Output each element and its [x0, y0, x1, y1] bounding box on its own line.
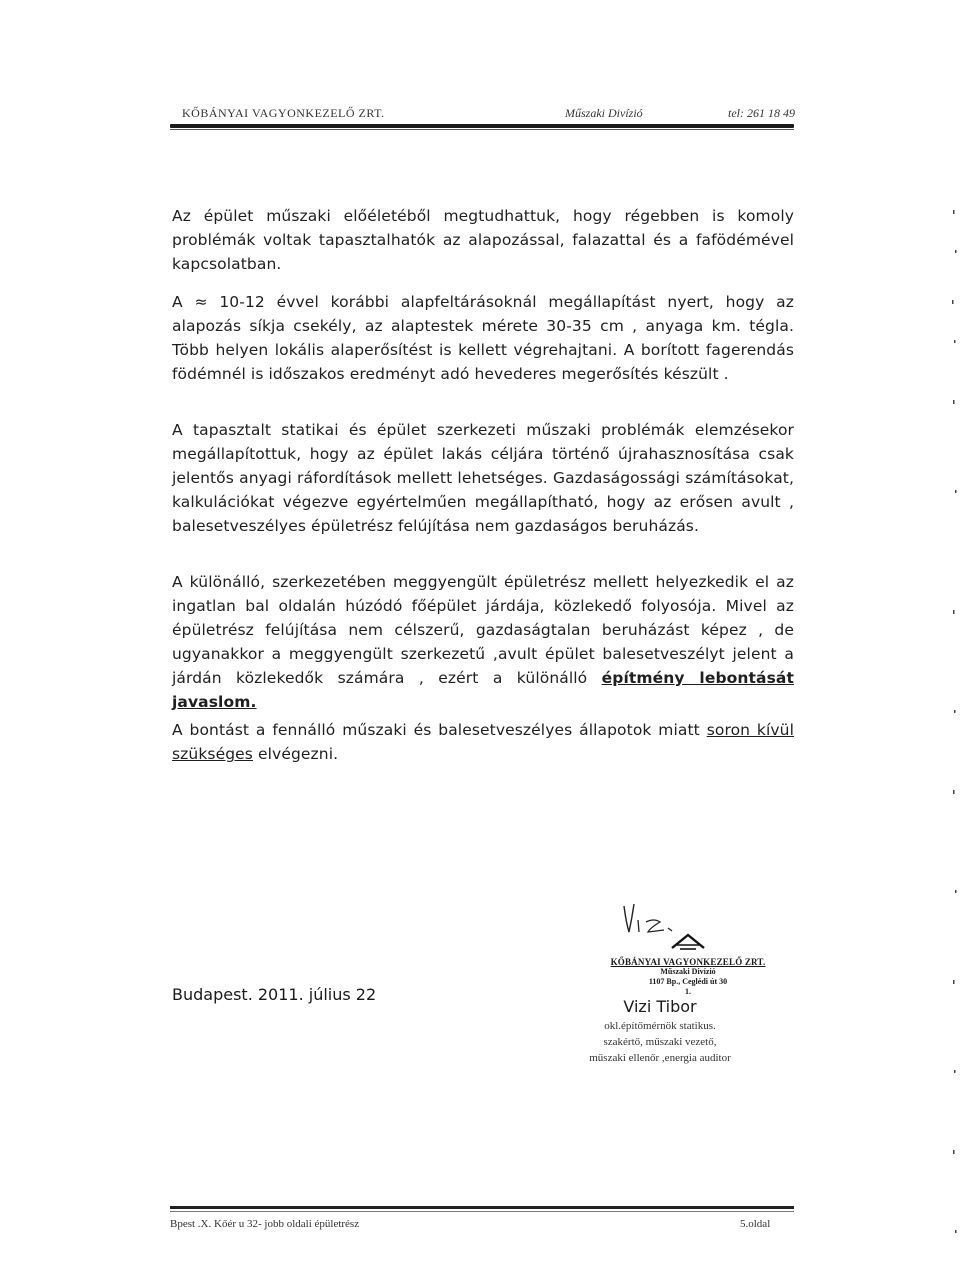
footer-location: Bpest .X. Kőér u 32- jobb oldali épületrész	[170, 1218, 360, 1230]
header-rule-thin	[170, 129, 794, 130]
demolition-emphasis: soron kívül szükséges	[172, 721, 794, 763]
paragraph-foundation: A ≈ 10-12 évvel korábbi alapfeltárásoknál megállapítást nyert, hogy az alapozás síkja csekély, az alaptestek mérete 30-35 cm , anyaga km. tégla. Több helyen lokális alaperősítést is kellett végrehajtani. A borított fagerendás födémnél is időszakos eredményt adó hevederes megerősítés készült .	[172, 293, 794, 383]
demolition-end: elvégezni.	[258, 745, 339, 763]
stamp-logo-icon	[670, 932, 706, 952]
paragraph-analysis: A tapasztalt statikai és épület szerkezeti műszaki problémák elemzésekor megállapítottuk, hogy az épület lakás céljára történő újrahasznosítása csak jelentős anyagi ráfordítások mellett lehetséges. Gazdaságossági számításokat, kalkulációkat végezve egyértelműen megállapítható, hogy az erősen avult , balesetveszélyes épületrész felújítása nem gazdaságos beruházás.	[172, 421, 794, 535]
header-phone: tel: 261 18 49	[728, 106, 795, 120]
signer-title-1: okl.építőmérnök statikus.	[604, 1020, 716, 1032]
header-rule	[170, 124, 794, 128]
header-division: Műszaki Divízió	[565, 106, 643, 120]
signer-name: Vizi Tibor	[623, 997, 697, 1016]
header-company-name: KŐBÁNYAI VAGYONKEZELŐ ZRT.	[182, 106, 385, 120]
stamp-company: KŐBÁNYAI VAGYONKEZELŐ ZRT.	[610, 957, 766, 967]
paragraph-demolition	[172, 718, 794, 766]
stamp-address: 1107 Bp., Ceglédi út 30	[648, 977, 728, 986]
footer-rule	[170, 1206, 794, 1209]
signer-block	[560, 996, 760, 1066]
signer-title-3: műszaki ellenőr ,energia auditor	[589, 1052, 731, 1064]
stamp-suffix: 1.	[685, 987, 691, 996]
company-stamp	[598, 932, 778, 997]
paragraph-recommendation	[172, 570, 794, 714]
paragraph-history: Az épület műszaki előéletéből megtudhattuk, hogy régebben is komoly problémák voltak tapasztalhatók az alapozással, falazattal és a fafödémével kapcsolatban.	[172, 207, 794, 273]
signer-title-2: szakértő, műszaki vezető,	[603, 1036, 717, 1048]
header-contact	[565, 106, 795, 121]
stamp-division: Műszaki Divízió	[660, 967, 716, 976]
footer-page-number: 5.oldal	[740, 1218, 771, 1230]
scan-edge-marks	[948, 190, 958, 1270]
recommendation-emphasis: építmény lebontását javaslom.	[172, 669, 794, 711]
place-date: Budapest. 2011. július 22	[172, 985, 377, 1004]
demolition-text: A bontást a fennálló műszaki és balesetveszélyes állapotok miatt	[172, 721, 700, 739]
footer-rule-thin	[170, 1211, 794, 1212]
recommendation-text: A különálló, szerkezetében meggyengült épületrész mellett helyezkedik el az ingatlan bal oldalán húzódó főépület járdája, közlekedő folyosója. Mivel az épületrész felújítása nem célszerű, gazdaságtalan beruházást képez , de ugyanakkor a meggyengült szerkezetű ,avult épület balesetveszélyt jelent a járdán közlekedők számára , ezért a különálló	[172, 573, 794, 687]
